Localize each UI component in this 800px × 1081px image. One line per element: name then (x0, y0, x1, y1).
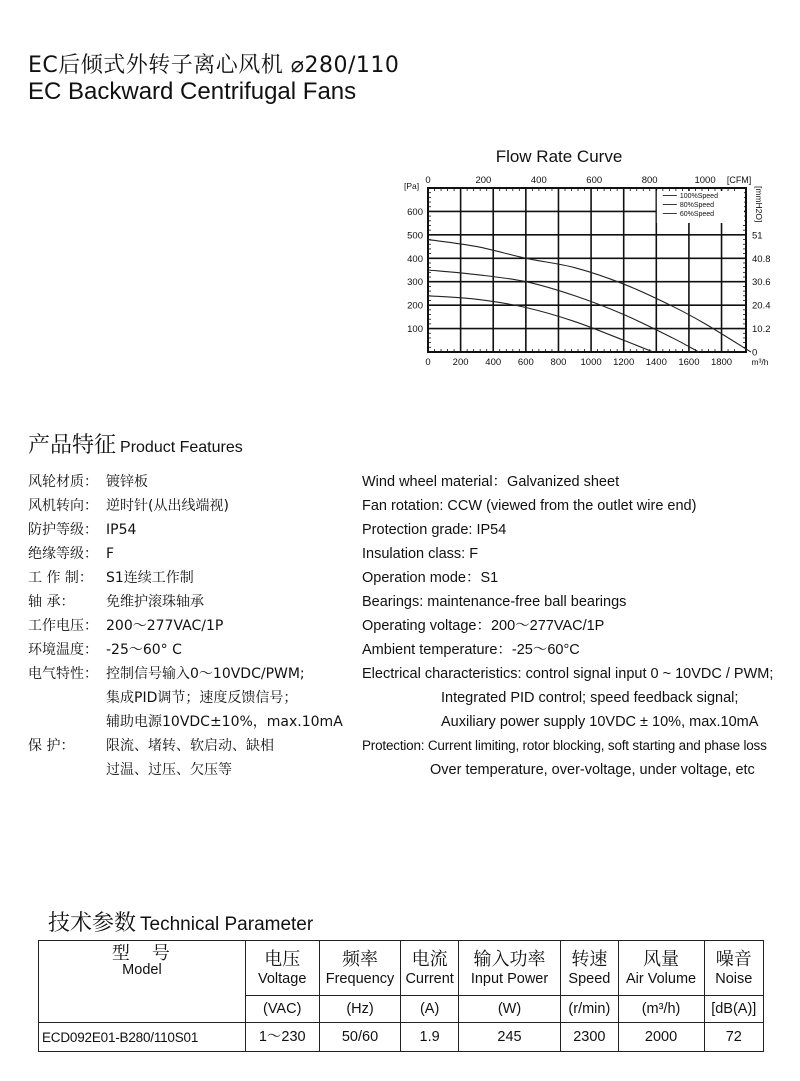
x-top-tick-label: 200 (475, 175, 492, 186)
feature-en-row: Protection grade: IP54 (362, 522, 507, 538)
y-right-tick-label: 20.4 (752, 300, 771, 312)
x-top-unit-label: [CFM] (726, 175, 752, 185)
feature-en-row: Over temperature, over-voltage, under voltage, etc (430, 762, 755, 778)
feature-en-row: Bearings: maintenance-free ball bearings (362, 594, 627, 610)
feature-en-row: Wind wheel material：Galvanized sheet (362, 474, 620, 490)
value-frequency: 50/60 (319, 1023, 401, 1052)
feature-en-row: Protection: Current limiting, rotor blocking, soft starting and phase loss (362, 738, 767, 753)
value-current: 1.9 (401, 1023, 458, 1052)
chart-legend (657, 191, 744, 223)
x-tick-label: 0 (425, 357, 431, 368)
y-left-tick-label: 100 (407, 324, 423, 336)
header-speed: 转速 Speed (561, 941, 618, 996)
flow-rate-chart (392, 140, 792, 380)
feature-en-row: Insulation class: F (362, 546, 479, 562)
x-tick-label: 1600 (678, 357, 700, 368)
x-top-tick-label: 400 (530, 175, 547, 186)
y-left-unit-label: [Pa] (404, 181, 420, 191)
y-left-tick-label: 600 (407, 206, 423, 218)
feature-en-row: Operating voltage：200～277VAC/1P (362, 618, 605, 634)
y-right-tick-label: 40.8 (752, 253, 771, 265)
value-noise: 72 (704, 1023, 763, 1052)
page-title-cn: EC后倾式外转子离心风机 ⌀280/110 (28, 53, 400, 78)
feature-en-row: Operation mode：S1 (362, 570, 499, 586)
features-cn-list (28, 470, 368, 782)
x-top-tick-label: 0 (425, 175, 431, 186)
unit-air-volume: (m³/h) (618, 996, 704, 1023)
feature-cn-row: 过温、过压、欠压等 (106, 762, 232, 778)
feature-cn-row: 绝缘等级： F (28, 546, 115, 562)
header-frequency: 频率 Frequency (319, 941, 401, 996)
legend-label: 60%Speed (679, 211, 715, 218)
x-tick-label: 400 (485, 357, 502, 368)
unit-speed: (r/min) (561, 996, 618, 1023)
series-line-1 (428, 240, 751, 352)
legend-label: 80%Speed (679, 202, 715, 209)
x-top-tick-label: 800 (641, 175, 658, 186)
y-right-tick-label: 0 (752, 347, 758, 359)
features-heading-en: Product Features (120, 439, 243, 456)
chart-series (428, 240, 751, 352)
features-heading (28, 428, 243, 459)
header-noise: 噪音 Noise (704, 941, 763, 996)
model-header-cell: 型号 Model (39, 941, 246, 1023)
feature-cn-row: 工 作 制： S1连续工作制 (28, 570, 194, 586)
y-left-tick-label: 300 (407, 277, 423, 289)
header-air-volume: 风量 Air Volume (618, 941, 704, 996)
x-tick-label: 1800 (710, 357, 733, 368)
feature-cn-row: 防护等级： IP54 (28, 522, 137, 538)
header-current: 电流 Current (401, 941, 458, 996)
x-tick-label: 1400 (645, 357, 667, 368)
feature-cn-row: 辅助电源10VDC±10%，max.10mA (106, 714, 343, 730)
y-left-tick-label: 500 (407, 230, 423, 242)
feature-en-row: Fan rotation: CCW (viewed from the outlet wire end) (362, 498, 697, 514)
y-right-tick-label: 10.2 (752, 324, 771, 336)
legend-label: 100%Speed (679, 193, 718, 200)
feature-en-row: Electrical characteristics: control signal input 0 ~ 10VDC / PWM; (362, 666, 774, 682)
x-tick-label: 1000 (580, 357, 602, 368)
x-tick-label: 600 (517, 357, 534, 368)
feature-cn-row: 集成PID调节；速度反馈信号； (106, 690, 298, 706)
unit-noise: [dB(A)] (704, 996, 763, 1023)
y-left-tick-label: 400 (407, 253, 423, 265)
x-top-tick-label: 600 (586, 175, 603, 186)
chart-title: Flow Rate Curve (495, 147, 623, 166)
feature-cn-row: 保 护： 限流、堵转、软启动、缺相 (28, 738, 274, 754)
feature-en-row: Integrated PID control; speed feedback signal; (441, 690, 739, 706)
technical-heading-cn: 技术参数 (48, 911, 137, 936)
y-right-tick-label: 30.6 (752, 277, 771, 289)
feature-cn-row: 轴 承： 免维护滚珠轴承 (28, 594, 204, 610)
y-left-tick-label: 200 (407, 300, 423, 312)
x-tick-label: 200 (452, 357, 469, 368)
unit-input-power: (W) (458, 996, 560, 1023)
value-voltage: 1～230 (245, 1023, 319, 1052)
header-voltage: 电压 Voltage (245, 941, 319, 996)
x-unit-label: m³/h (751, 357, 769, 367)
x-tick-label: 1200 (613, 357, 635, 368)
feature-cn-row: 工作电压： 200～277VAC/1P (28, 618, 224, 634)
technical-heading (48, 906, 313, 937)
model-value: ECD092E01-B280/110S01 (39, 1023, 246, 1052)
series-line-3 (428, 296, 653, 352)
feature-cn-row: 风轮材质： 镀锌板 (28, 474, 148, 490)
feature-en-row: Ambient temperature：-25～60°C (362, 642, 580, 658)
value-air-volume: 2000 (618, 1023, 704, 1052)
x-top-tick-label: 1000 (694, 175, 716, 186)
feature-cn-row: 风机转向： 逆时针(从出线端视) (28, 498, 229, 514)
x-tick-label: 800 (550, 357, 567, 368)
unit-frequency: (Hz) (319, 996, 401, 1023)
technical-parameter-table (38, 940, 764, 1052)
technical-heading-en: Technical Parameter (140, 914, 314, 935)
features-heading-cn: 产品特征 (28, 433, 117, 458)
value-speed: 2300 (561, 1023, 618, 1052)
page-title-en: EC Backward Centrifugal Fans (28, 78, 357, 105)
y-right-tick-label: 51 (752, 230, 763, 242)
feature-en-row: Auxiliary power supply 10VDC ± 10%, max.10mA (441, 714, 759, 730)
feature-cn-row: 电气特性： 控制信号输入0～10VDC/PWM; (28, 666, 305, 682)
feature-cn-row: 环境温度： -25～60° C (28, 642, 182, 658)
features-en-list (362, 470, 792, 782)
unit-voltage: (VAC) (245, 996, 319, 1023)
header-input-power: 输入功率 Input Power (458, 941, 560, 996)
value-input-power: 245 (458, 1023, 560, 1052)
y-right-unit-label: [mmH2O] (754, 186, 764, 223)
unit-current: (A) (401, 996, 458, 1023)
